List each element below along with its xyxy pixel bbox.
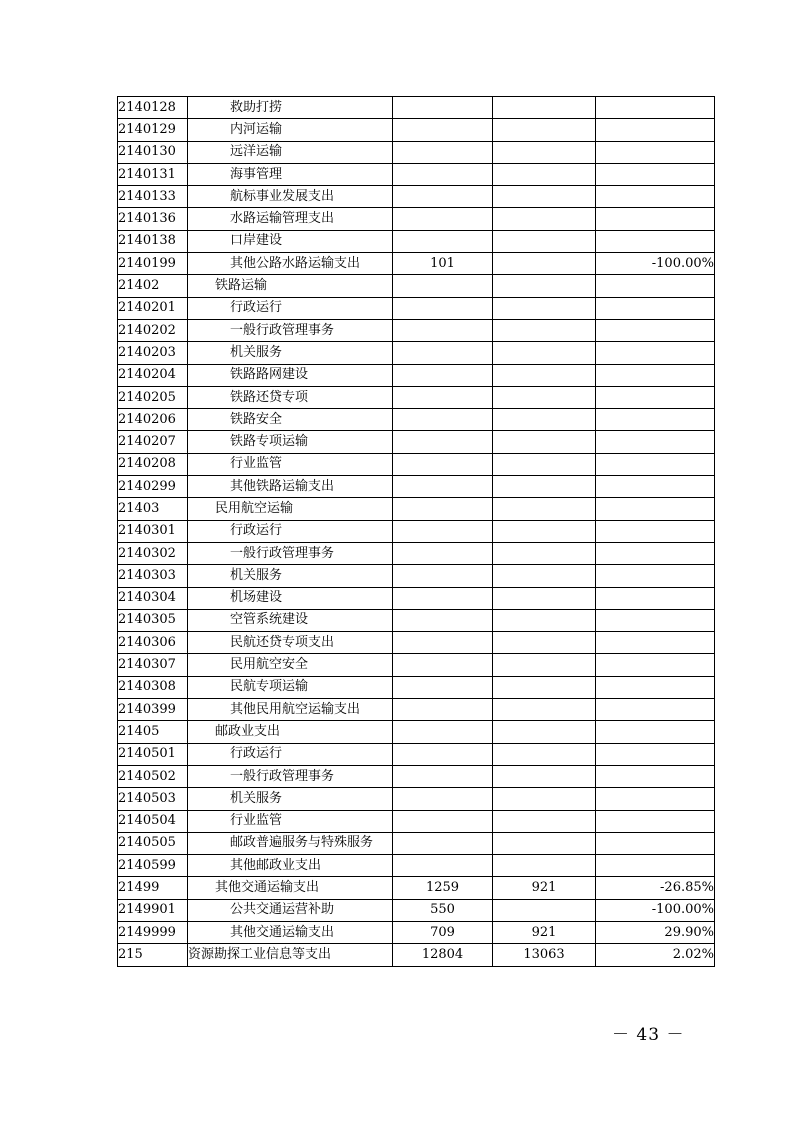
value-curr (493, 743, 596, 765)
value-curr (493, 565, 596, 587)
item-code: 2140201 (118, 297, 188, 319)
item-code: 2140306 (118, 632, 188, 654)
change-percent (596, 431, 715, 453)
value-curr: 13063 (493, 944, 596, 966)
item-code: 2140207 (118, 431, 188, 453)
item-code: 2140129 (118, 119, 188, 141)
value-prev (393, 654, 493, 676)
change-percent (596, 230, 715, 252)
item-code: 2140301 (118, 520, 188, 542)
value-prev (393, 97, 493, 119)
item-code: 2140199 (118, 253, 188, 275)
table-row (118, 498, 715, 520)
item-name: 行政运行 (188, 743, 393, 765)
table-row (118, 788, 715, 810)
table-row (118, 632, 715, 654)
value-curr (493, 409, 596, 431)
value-prev: 550 (393, 899, 493, 921)
value-curr (493, 832, 596, 854)
item-code: 2149901 (118, 899, 188, 921)
item-code: 2140303 (118, 565, 188, 587)
value-curr (493, 97, 596, 119)
item-code: 2140130 (118, 141, 188, 163)
change-percent (596, 453, 715, 475)
value-curr: 921 (493, 877, 596, 899)
item-code: 2140399 (118, 699, 188, 721)
value-prev (393, 319, 493, 341)
value-prev (393, 186, 493, 208)
item-code: 2140136 (118, 208, 188, 230)
value-curr (493, 810, 596, 832)
item-name: 铁路路网建设 (188, 364, 393, 386)
item-name: 铁路专项运输 (188, 431, 393, 453)
item-name: 其他民用航空运输支出 (188, 699, 393, 721)
value-prev (393, 342, 493, 364)
change-percent (596, 386, 715, 408)
table-row (118, 921, 715, 943)
item-code: 2140302 (118, 542, 188, 564)
value-prev (393, 676, 493, 698)
item-code: 21403 (118, 498, 188, 520)
value-curr (493, 119, 596, 141)
value-curr (493, 342, 596, 364)
value-prev (393, 431, 493, 453)
table-row (118, 676, 715, 698)
item-code: 2140304 (118, 587, 188, 609)
table-row (118, 721, 715, 743)
item-name: 行政运行 (188, 520, 393, 542)
item-code: 2140204 (118, 364, 188, 386)
value-prev (393, 855, 493, 877)
value-curr (493, 855, 596, 877)
item-name: 其他公路水路运输支出 (188, 253, 393, 275)
value-curr (493, 186, 596, 208)
budget-table-body (118, 97, 715, 967)
change-percent (596, 364, 715, 386)
value-curr (493, 253, 596, 275)
value-curr (493, 632, 596, 654)
item-name: 邮政业支出 (188, 721, 393, 743)
item-code: 2140131 (118, 163, 188, 185)
item-code: 21405 (118, 721, 188, 743)
item-name: 水路运输管理支出 (188, 208, 393, 230)
table-row (118, 141, 715, 163)
item-name: 行业监管 (188, 453, 393, 475)
value-curr (493, 654, 596, 676)
value-prev: 101 (393, 253, 493, 275)
value-curr (493, 498, 596, 520)
item-name: 机关服务 (188, 565, 393, 587)
item-code: 2149999 (118, 921, 188, 943)
change-percent (596, 699, 715, 721)
table-row (118, 319, 715, 341)
value-prev (393, 476, 493, 498)
change-percent (596, 163, 715, 185)
table-row (118, 163, 715, 185)
value-prev: 12804 (393, 944, 493, 966)
value-curr (493, 208, 596, 230)
value-curr (493, 609, 596, 631)
table-row (118, 409, 715, 431)
change-percent (596, 565, 715, 587)
table-row (118, 520, 715, 542)
value-curr (493, 699, 596, 721)
change-percent (596, 542, 715, 564)
item-name: 行政运行 (188, 297, 393, 319)
change-percent (596, 765, 715, 787)
change-percent (596, 141, 715, 163)
item-name: 口岸建设 (188, 230, 393, 252)
value-curr (493, 297, 596, 319)
change-percent: -100.00% (596, 253, 715, 275)
item-name: 远洋运输 (188, 141, 393, 163)
item-name: 其他铁路运输支出 (188, 476, 393, 498)
table-row (118, 476, 715, 498)
item-code: 2140138 (118, 230, 188, 252)
value-curr (493, 520, 596, 542)
item-code: 2140206 (118, 409, 188, 431)
item-name: 机关服务 (188, 788, 393, 810)
table-row (118, 453, 715, 475)
table-row (118, 944, 715, 966)
change-percent (596, 476, 715, 498)
change-percent (596, 119, 715, 141)
value-curr (493, 453, 596, 475)
item-name: 航标事业发展支出 (188, 186, 393, 208)
item-code: 21402 (118, 275, 188, 297)
table-row (118, 699, 715, 721)
item-code: 21499 (118, 877, 188, 899)
change-percent: -26.85% (596, 877, 715, 899)
change-percent (596, 297, 715, 319)
value-curr (493, 542, 596, 564)
value-prev (393, 364, 493, 386)
change-percent (596, 498, 715, 520)
change-percent: 29.90% (596, 921, 715, 943)
table-row (118, 765, 715, 787)
table-row (118, 386, 715, 408)
value-curr (493, 788, 596, 810)
table-row (118, 342, 715, 364)
value-curr (493, 899, 596, 921)
value-prev (393, 520, 493, 542)
value-prev (393, 163, 493, 185)
item-name: 内河运输 (188, 119, 393, 141)
table-row (118, 208, 715, 230)
item-name: 资源勘探工业信息等支出 (188, 944, 393, 966)
change-percent (596, 632, 715, 654)
table-row (118, 97, 715, 119)
item-code: 2140203 (118, 342, 188, 364)
change-percent (596, 208, 715, 230)
item-name: 一般行政管理事务 (188, 542, 393, 564)
item-code: 2140503 (118, 788, 188, 810)
value-prev (393, 721, 493, 743)
item-name: 铁路还贷专项 (188, 386, 393, 408)
value-curr (493, 676, 596, 698)
item-code: 2140504 (118, 810, 188, 832)
item-code: 2140202 (118, 319, 188, 341)
item-name: 救助打捞 (188, 97, 393, 119)
change-percent (596, 832, 715, 854)
value-prev (393, 632, 493, 654)
value-prev: 709 (393, 921, 493, 943)
item-name: 铁路安全 (188, 409, 393, 431)
table-row (118, 743, 715, 765)
item-code: 2140305 (118, 609, 188, 631)
table-row (118, 810, 715, 832)
change-percent (596, 676, 715, 698)
value-prev (393, 409, 493, 431)
table-row (118, 186, 715, 208)
value-prev (393, 119, 493, 141)
item-code: 2140299 (118, 476, 188, 498)
change-percent (596, 810, 715, 832)
value-curr (493, 476, 596, 498)
change-percent (596, 319, 715, 341)
item-code: 2140505 (118, 832, 188, 854)
table-row (118, 364, 715, 386)
value-prev (393, 275, 493, 297)
item-name: 民航专项运输 (188, 676, 393, 698)
value-curr (493, 364, 596, 386)
value-curr (493, 587, 596, 609)
value-prev (393, 297, 493, 319)
page-number: － 43 － (612, 1025, 685, 1045)
item-code: 2140133 (118, 186, 188, 208)
value-prev (393, 699, 493, 721)
change-percent: 2.02% (596, 944, 715, 966)
value-prev (393, 788, 493, 810)
item-code: 2140308 (118, 676, 188, 698)
change-percent (596, 97, 715, 119)
value-prev (393, 453, 493, 475)
value-prev (393, 230, 493, 252)
value-prev (393, 141, 493, 163)
value-prev (393, 810, 493, 832)
table-row (118, 230, 715, 252)
item-name: 民用航空运输 (188, 498, 393, 520)
table-row (118, 609, 715, 631)
table-row (118, 275, 715, 297)
item-code: 2140501 (118, 743, 188, 765)
change-percent: -100.00% (596, 899, 715, 921)
item-name: 机关服务 (188, 342, 393, 364)
item-code: 2140205 (118, 386, 188, 408)
item-name: 其他邮政业支出 (188, 855, 393, 877)
change-percent (596, 654, 715, 676)
table-row (118, 253, 715, 275)
item-name: 民用航空安全 (188, 654, 393, 676)
change-percent (596, 342, 715, 364)
change-percent (596, 186, 715, 208)
table-row (118, 565, 715, 587)
value-prev: 1259 (393, 877, 493, 899)
table-row (118, 119, 715, 141)
item-code: 2140128 (118, 97, 188, 119)
value-curr (493, 275, 596, 297)
value-prev (393, 765, 493, 787)
table-row (118, 877, 715, 899)
value-prev (393, 565, 493, 587)
table-row (118, 654, 715, 676)
item-code: 2140307 (118, 654, 188, 676)
item-code: 2140208 (118, 453, 188, 475)
table-row (118, 899, 715, 921)
table-row (118, 587, 715, 609)
change-percent (596, 609, 715, 631)
value-prev (393, 498, 493, 520)
item-name: 空管系统建设 (188, 609, 393, 631)
item-name: 一般行政管理事务 (188, 319, 393, 341)
table-row (118, 542, 715, 564)
value-curr (493, 431, 596, 453)
table-row (118, 832, 715, 854)
value-curr (493, 765, 596, 787)
change-percent (596, 520, 715, 542)
value-prev (393, 587, 493, 609)
change-percent (596, 409, 715, 431)
value-curr: 921 (493, 921, 596, 943)
change-percent (596, 587, 715, 609)
value-curr (493, 721, 596, 743)
item-code: 2140502 (118, 765, 188, 787)
item-name: 邮政普遍服务与特殊服务 (188, 832, 393, 854)
value-curr (493, 386, 596, 408)
change-percent (596, 743, 715, 765)
value-curr (493, 319, 596, 341)
item-name: 其他交通运输支出 (188, 921, 393, 943)
change-percent (596, 855, 715, 877)
value-curr (493, 230, 596, 252)
change-percent (596, 788, 715, 810)
item-code: 2140599 (118, 855, 188, 877)
item-name: 铁路运输 (188, 275, 393, 297)
item-name: 一般行政管理事务 (188, 765, 393, 787)
value-prev (393, 542, 493, 564)
value-prev (393, 743, 493, 765)
table-row (118, 431, 715, 453)
item-name: 海事管理 (188, 163, 393, 185)
value-prev (393, 386, 493, 408)
item-name: 行业监管 (188, 810, 393, 832)
value-prev (393, 832, 493, 854)
item-name: 机场建设 (188, 587, 393, 609)
change-percent (596, 275, 715, 297)
item-code: 215 (118, 944, 188, 966)
budget-table (117, 96, 715, 967)
table-row (118, 297, 715, 319)
value-curr (493, 163, 596, 185)
value-curr (493, 141, 596, 163)
change-percent (596, 721, 715, 743)
value-prev (393, 609, 493, 631)
item-name: 民航还贷专项支出 (188, 632, 393, 654)
item-name: 其他交通运输支出 (188, 877, 393, 899)
table-row (118, 855, 715, 877)
value-prev (393, 208, 493, 230)
item-name: 公共交通运营补助 (188, 899, 393, 921)
